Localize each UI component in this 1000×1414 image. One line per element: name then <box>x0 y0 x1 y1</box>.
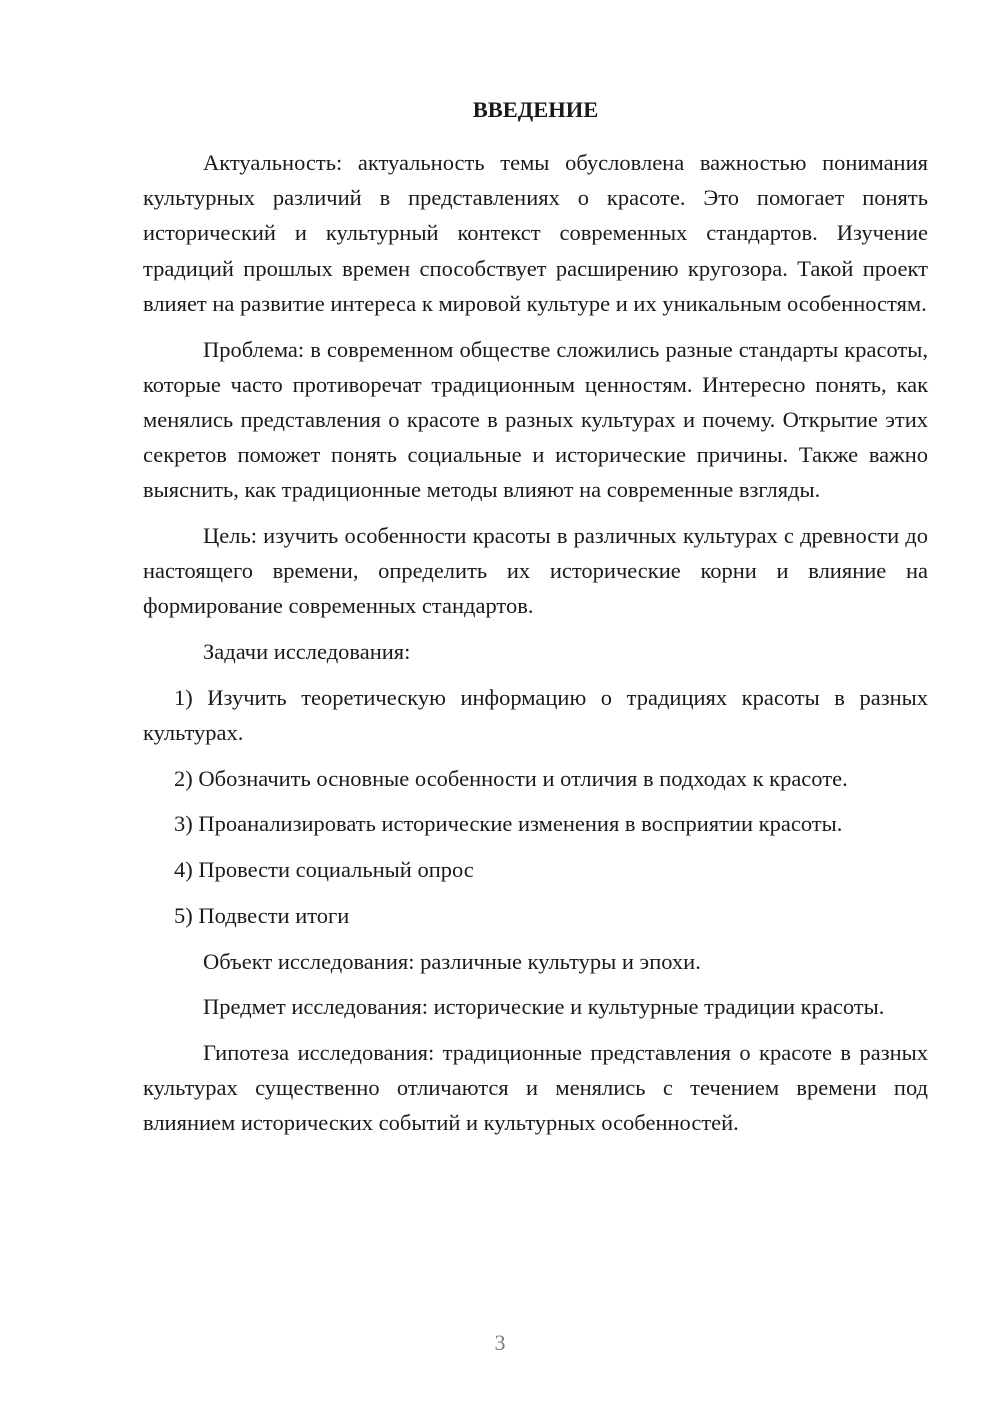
problem-paragraph: Проблема: в современном обществе сложились разные стандарты красоты, которые часто противоречат традиционным ценностям. Интересно понять, как менялись представления о красоте в разных культурах и почему. Открытие этих секретов поможет понять социальные и исторические причины. Также важно выяснить, как традиционные методы влияют на современные взгляды. <box>143 336 928 503</box>
task-item-1: 1) Изучить теоретическую информацию о традициях красоты в разных культурах. <box>143 684 928 746</box>
task-item-3: 3) Проанализировать исторические изменения в восприятии красоты. <box>174 811 843 837</box>
relevance-paragraph: Актуальность: актуальность темы обусловлена важностью понимания культурных различий в представлениях о красоте. Это помогает понять исторический и культурный контекст современных стандартов. Изучение традиций прошлых времен способствует расширению кругозора. Такой проект влияет на развитие интереса к мировой культуре и их уникальным особенностям. <box>143 150 928 316</box>
page-title: ВВЕДЕНИЕ <box>472 97 599 122</box>
subject-paragraph: Предмет исследования: исторические и культурные традиции красоты. <box>203 994 885 1020</box>
task-item-5: 5) Подвести итоги <box>174 902 350 928</box>
goal-paragraph: Цель: изучить особенности красоты в различных культурах с древности до настоящего времени, определить их исторические корни и влияние на формирование современных стандартов. <box>143 523 928 619</box>
tasks-title: Задачи исследования: <box>203 639 411 665</box>
document-page <box>143 92 928 1151</box>
object-paragraph: Объект исследования: различные культуры и эпохи. <box>203 948 701 974</box>
task-item-4: 4) Провести социальный опрос <box>174 857 474 883</box>
hypothesis-paragraph: Гипотеза исследования: традиционные представления о красоте в разных культурах существенно отличаются и менялись с течением времени под влиянием исторических событий и культурных особенностей. <box>143 1039 928 1136</box>
page-number: 3 <box>494 1330 506 1355</box>
task-item-2: 2) Обозначить основные особенности и отличия в подходах к красоте. <box>174 765 848 791</box>
